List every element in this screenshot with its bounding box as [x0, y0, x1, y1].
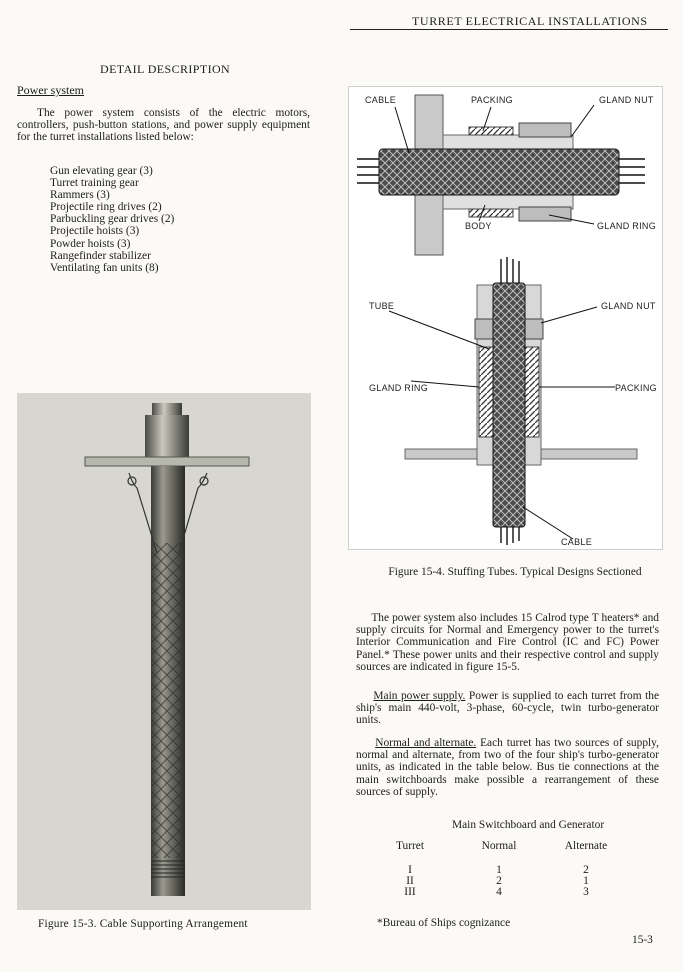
label-tube: TUBE — [369, 301, 395, 311]
subhead-power-system: Power system — [17, 83, 84, 97]
table-cell: III — [404, 886, 416, 898]
stuffing-tubes-figure — [348, 86, 663, 550]
table-cell: I — [408, 864, 412, 876]
label-gland-nut-top: GLAND NUT — [599, 95, 654, 105]
running-header: TURRET ELECTRICAL INSTALLATIONS — [412, 14, 648, 28]
list-item: Projectile ring drives (2) — [50, 201, 162, 214]
label-gland-ring-bottom: GLAND RING — [369, 383, 429, 393]
stuffing-tubes-diagram — [349, 87, 662, 549]
label-packing-top: PACKING — [471, 95, 513, 105]
footnote: *Bureau of Ships cognizance — [377, 917, 511, 929]
list-item: Powder hoists (3) — [50, 237, 131, 250]
table-cell: 4 — [496, 886, 502, 898]
table-cell: 1 — [583, 875, 589, 887]
table-cell: II — [406, 875, 414, 887]
list-item: Ventilating fan units (8) — [50, 261, 159, 274]
page-number: 15-3 — [632, 934, 653, 946]
label-gland-ring-top: GLAND RING — [597, 221, 657, 231]
column-header-alternate: Alternate — [564, 840, 608, 852]
label-packing-bottom: PACKING — [615, 383, 657, 393]
label-gland-nut-bottom: GLAND NUT — [601, 301, 656, 311]
normal-alternate-heading: Normal and alternate. — [375, 737, 477, 749]
cable-support-photo — [17, 393, 311, 910]
table-title: Main Switchboard and Generator — [452, 819, 605, 831]
list-item: Parbuckling gear drives (2) — [50, 213, 175, 226]
paragraph-heaters-text: The power system also includes 15 Calrod type T heaters* and supply circuits for Normal and Emergency power to the turret's Interior Communication and Fire Control (IC and FC) Power Panel.* These power units and their respective control and supply sources are indicated in figure 15-5. — [356, 612, 659, 673]
normal-alternate-text: Each turret has two sources of supply, normal and alternate, from two of the four ship's turbo-generator units, as indicated in the table below. Bus tie connections at the main switchboards make possible a rearrangement of these sources of supply. — [356, 737, 659, 798]
list-item: Turret training gear — [50, 177, 139, 190]
table-cell: 1 — [496, 864, 502, 876]
power-system-intro — [17, 107, 310, 144]
list-item: Rangefinder stabilizer — [50, 249, 151, 262]
list-item: Projectile hoists (3) — [50, 225, 140, 238]
table-cell: 2 — [583, 864, 589, 876]
header-rule — [350, 29, 668, 30]
column-header-turret: Turret — [395, 840, 425, 852]
paragraph-normal-alternate — [356, 737, 659, 798]
intro-text: The power system consists of the electric motors, controllers, push-button stations, and power supply equipment for the turret installations listed below: — [17, 107, 310, 144]
label-cable-top: CABLE — [365, 95, 397, 105]
list-item: Gun elevating gear (3) — [50, 165, 153, 177]
label-cable-bottom: CABLE — [561, 537, 593, 547]
cable-support-illustration — [17, 393, 311, 910]
table-cell: 3 — [583, 886, 589, 898]
figure-15-3-caption: Figure 15-3. Cable Supporting Arrangement — [38, 918, 248, 930]
table-cell: 2 — [496, 875, 502, 887]
column-header-normal: Normal — [481, 840, 517, 852]
list-item: Rammers (3) — [50, 189, 110, 202]
equipment-list — [50, 165, 174, 274]
section-title: DETAIL DESCRIPTION — [100, 62, 231, 76]
paragraph-heaters — [356, 612, 659, 673]
label-body: BODY — [465, 221, 492, 231]
main-power-text: Power is supplied to each turret from the ship's main 440-volt, 3-phase, 60-cycle, twin turbo-generator units. — [356, 690, 659, 727]
paragraph-main-power — [356, 690, 659, 727]
main-power-heading: Main power supply. — [373, 690, 466, 702]
figure-15-4-caption: Figure 15-4. Stuffing Tubes. Typical Designs Sectioned — [388, 566, 642, 578]
